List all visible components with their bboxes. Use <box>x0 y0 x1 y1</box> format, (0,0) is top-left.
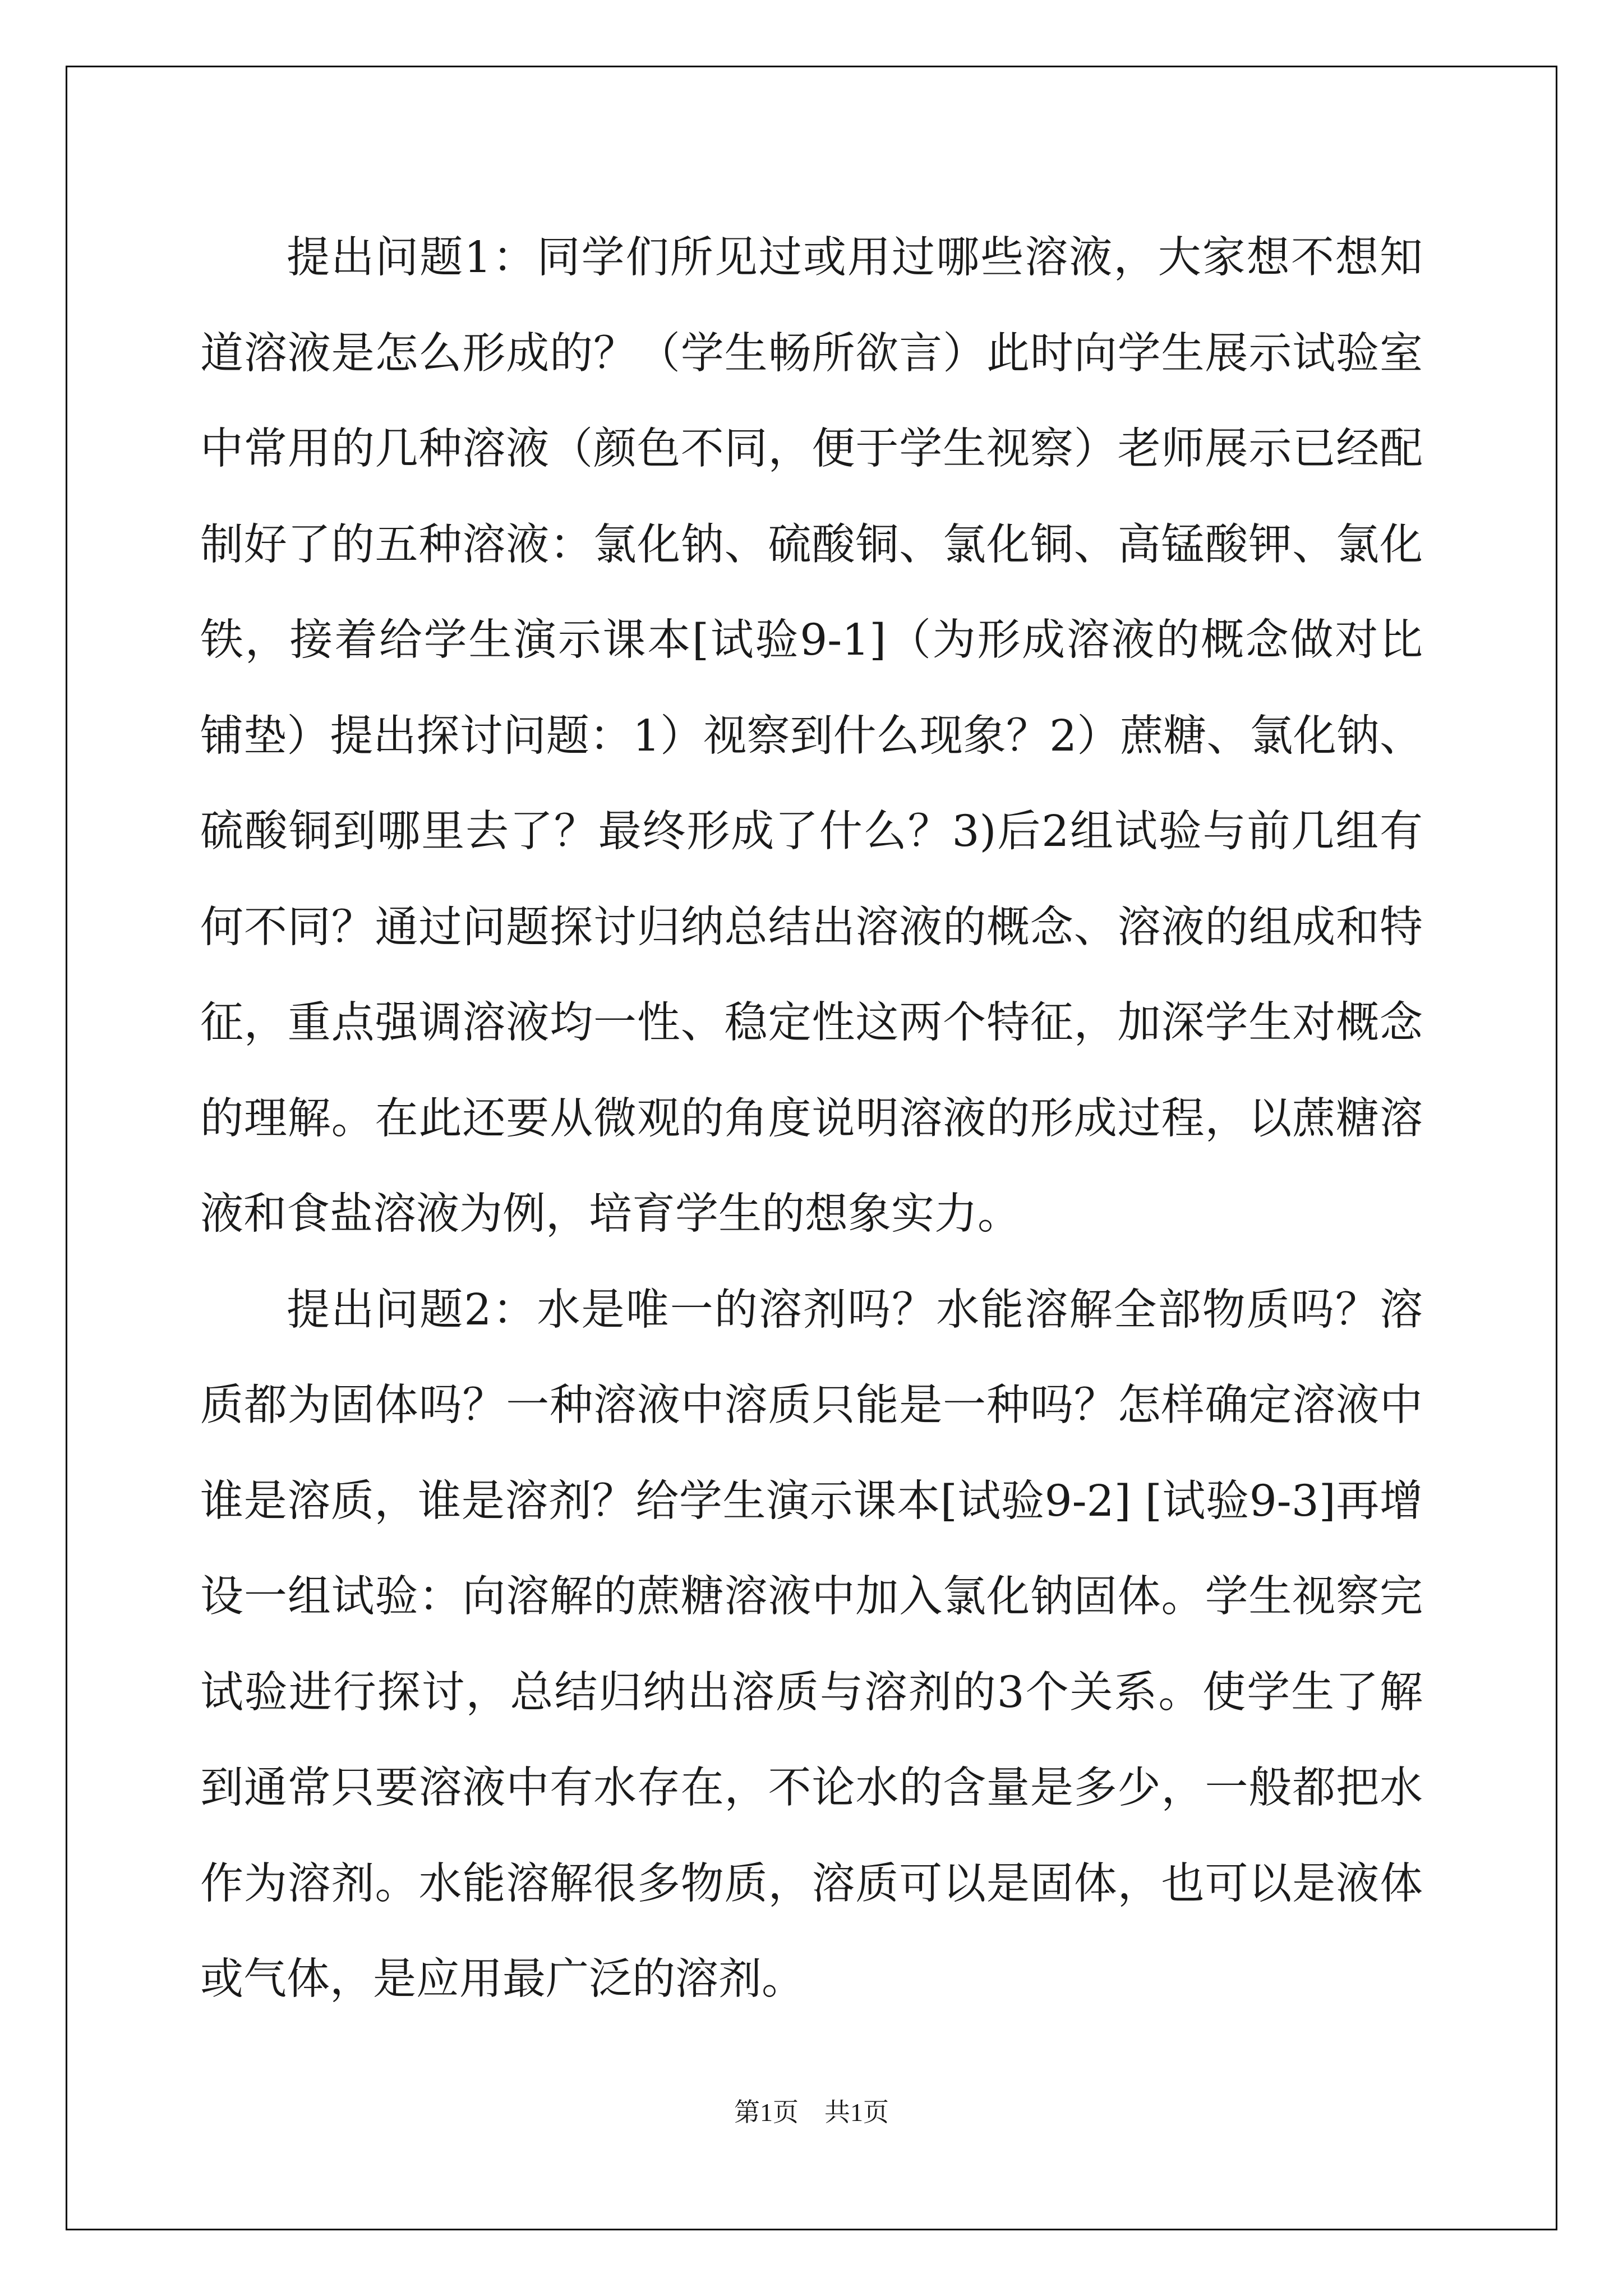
document-body <box>200 210 1423 2028</box>
paragraph-question-2: 提出问题2：水是唯一的溶剂吗？水能溶解全部物质吗？溶质都为固体吗？一种溶液中溶质只能是一种吗？怎样确定溶液中谁是溶质，谁是溶剂？给学生演示课本[试验9-2] [试验9-3]再增设一组试验：向溶解的蔗糖溶液中加入氯化钠固体。学生视察完试验进行探讨，总结归纳出溶质与溶剂的3个关系。使学生了解到通常只要溶液中有水存在，不论水的含量是多少，一般都把水作为溶剂。水能溶解很多物质，溶质可以是固体，也可以是液体或气体，是应用最广泛的溶剂。 <box>200 1285 1423 2004</box>
paragraph-question-1: 提出问题1：同学们所见过或用过哪些溶液，大家想不想知道溶液是怎么形成的？（学生畅所欲言）此时向学生展示试验室中常用的几种溶液（颜色不同，便于学生视察）老师展示已经配制好了的五种溶液：氯化钠、硫酸铜、氯化铜、高锰酸钾、氯化铁，接着给学生演示课本[试验9-1]（为形成溶液的概念做对比铺垫）提出探讨问题：1）视察到什么现象？2）蔗糖、氯化钠、硫酸铜到哪里去了？最终形成了什么？3)后2组试验与前几组有何不同？通过问题探讨归纳总结出溶液的概念、溶液的组成和特征，重点强调溶液均一性、稳定性这两个特征，加深学生对概念的理解。在此还要从微观的角度说明溶液的形成过程，以蔗糖溶液和食盐溶液为例，培育学生的想象实力。 <box>200 233 1423 1239</box>
page-number-footer: 第1页 共1页 <box>734 2098 889 2127</box>
